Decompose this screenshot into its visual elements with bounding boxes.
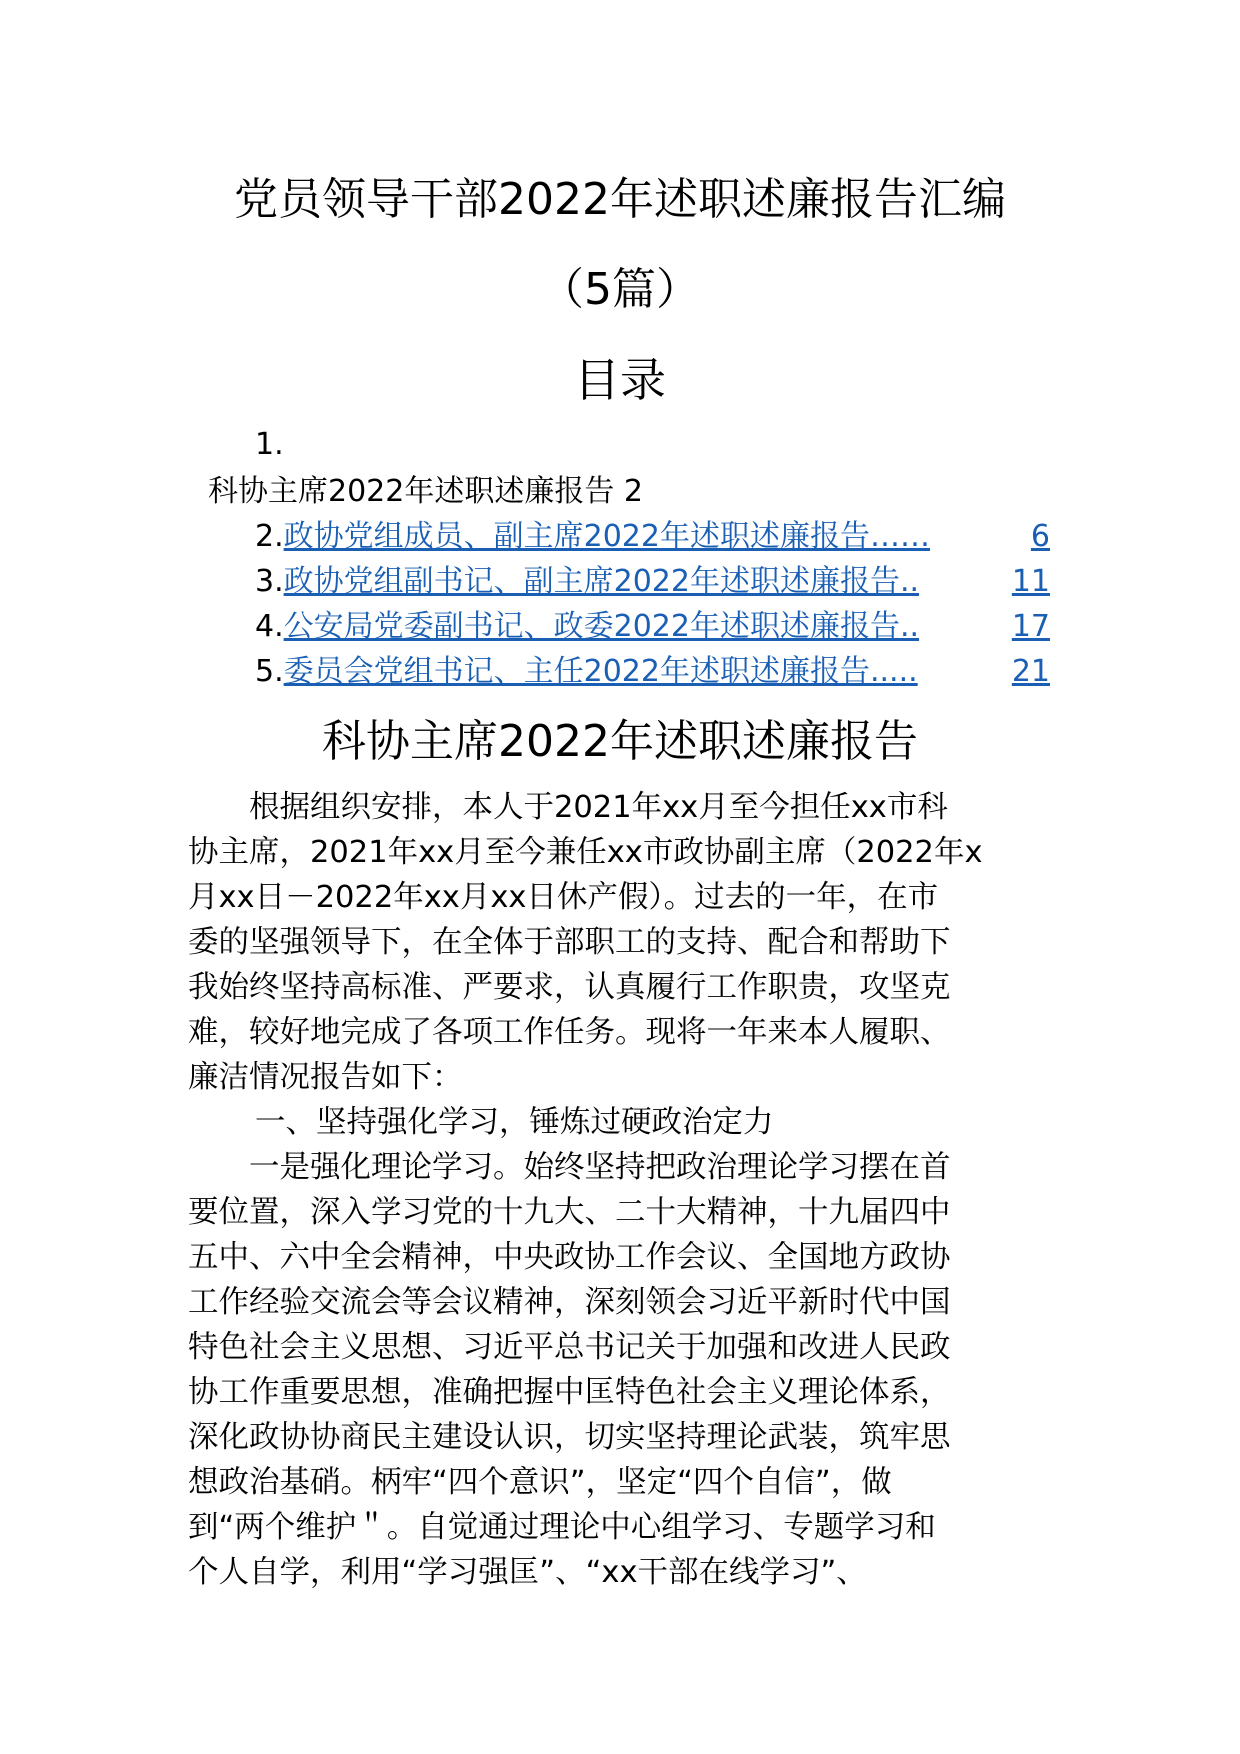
toc-item-5-page: 21 <box>1011 654 1050 689</box>
toc-item-4-label: 公安局党委副书记、政委2022年述职述廉报告 <box>283 609 900 644</box>
toc-item-3-page: 11 <box>1011 564 1050 599</box>
toc-item-5-leader: ..... <box>869 654 918 689</box>
paragraph-line: 协主席，2021年xx月至今兼任xx市政协副主席（2022年x <box>188 835 983 870</box>
section-heading-1: 一、坚持强化学习，锤炼过硬政治定力 <box>255 1105 774 1140</box>
paragraph-line: 特色社会主义思想、习近平总书记关于加强和改进人民政 <box>188 1330 951 1365</box>
paragraph-line: 委的坚强领导下，在全体于部职工的支持、配合和帮助下 <box>188 925 951 960</box>
toc-item-3-label: 政协党组副书记、副主席2022年述职述廉报告 <box>283 564 900 599</box>
toc-item-2-link[interactable] <box>284 517 1050 557</box>
toc-item-3 <box>255 562 1050 602</box>
toc-item-4-link[interactable] <box>284 607 1050 647</box>
toc-item-4-number: 4. <box>255 609 284 644</box>
toc-item-4-page: 17 <box>1011 609 1050 644</box>
paragraph-line: 协工作重要思想，准确把握中匡特色社会主义理论体系， <box>188 1375 951 1410</box>
paragraph-line: 难，较好地完成了各项工作任务。现将一年来本人履职、 <box>188 1015 951 1050</box>
toc-item-1-label: 科协主席2022年述职述廉报告 <box>208 474 615 509</box>
paragraph-line: 根据组织安排，本人于2021年xx月至今担任xx市科 <box>188 790 948 825</box>
toc-item-1[interactable] <box>208 472 643 512</box>
toc-item-1-page: 2 <box>623 474 643 509</box>
toc-item-2-leader: …… <box>869 519 930 554</box>
toc-item-3-number: 3. <box>255 564 284 599</box>
paragraph-line: 个人自学，利用“学习强匡”、“xx干部在线学习”、 <box>188 1555 867 1590</box>
paragraph-line: 到“两个维护＂。自觉通过理论中心组学习、专题学习和 <box>188 1510 936 1545</box>
paragraph-line: 要位置，深入学习党的十九大、二十大精神，十九届四中 <box>188 1195 951 1230</box>
toc-item-2-number: 2. <box>255 519 284 554</box>
paragraph-line: 工作经验交流会等会议精神，深刻领会习近平新时代中国 <box>188 1285 951 1320</box>
document-title-line2: （5篇） <box>540 264 700 315</box>
toc-item-1-number: 1. <box>255 427 284 462</box>
paragraph-line: 一是强化理论学习。始终坚持把政治理论学习摆在首 <box>188 1150 951 1185</box>
toc-item-3-link[interactable] <box>284 562 1050 602</box>
toc-item-5-number: 5. <box>255 654 284 689</box>
toc-item-5-label: 委员会党组书记、主任2022年述职述廉报告 <box>283 654 870 689</box>
paragraph-line: 我始终坚持高标准、严要求，认真履行工作职贵，攻坚克 <box>188 970 951 1005</box>
paragraph-line: 五中、六中全会精神，中央政协工作会议、全国地方政协 <box>188 1240 951 1275</box>
toc-item-4 <box>255 607 1050 647</box>
toc-item-3-leader: .. <box>899 564 920 599</box>
paragraph-line: 想政治基硝。柄牢“四个意识”，坚定“四个自信”，做 <box>188 1465 892 1500</box>
paragraph-2 <box>188 1145 1050 1595</box>
toc-heading: 目录 <box>574 353 666 407</box>
paragraph-line: 深化政协协商民主建设认识，切实坚持理论武装，筑牢思 <box>188 1420 951 1455</box>
toc-item-2-page: 6 <box>1030 519 1050 554</box>
toc-item-2-label: 政协党组成员、副主席2022年述职述廉报告 <box>283 519 870 554</box>
section-title: 科协主席2022年述职述廉报告 <box>322 716 918 767</box>
paragraph-line: 廉洁情况报告如下： <box>188 1060 463 1095</box>
toc-item-2 <box>255 517 1050 557</box>
toc-item-4-leader: .. <box>899 609 920 644</box>
toc-item-5 <box>255 652 1050 692</box>
document-title-line1: 党员领导干部2022年述职述廉报告汇编 <box>234 174 1006 225</box>
paragraph-line: 月xx日－2022年xx月xx日休产假）。过去的一年，在市 <box>188 880 939 915</box>
paragraph-1 <box>188 785 1050 1100</box>
toc-item-5-link[interactable] <box>284 652 1050 692</box>
